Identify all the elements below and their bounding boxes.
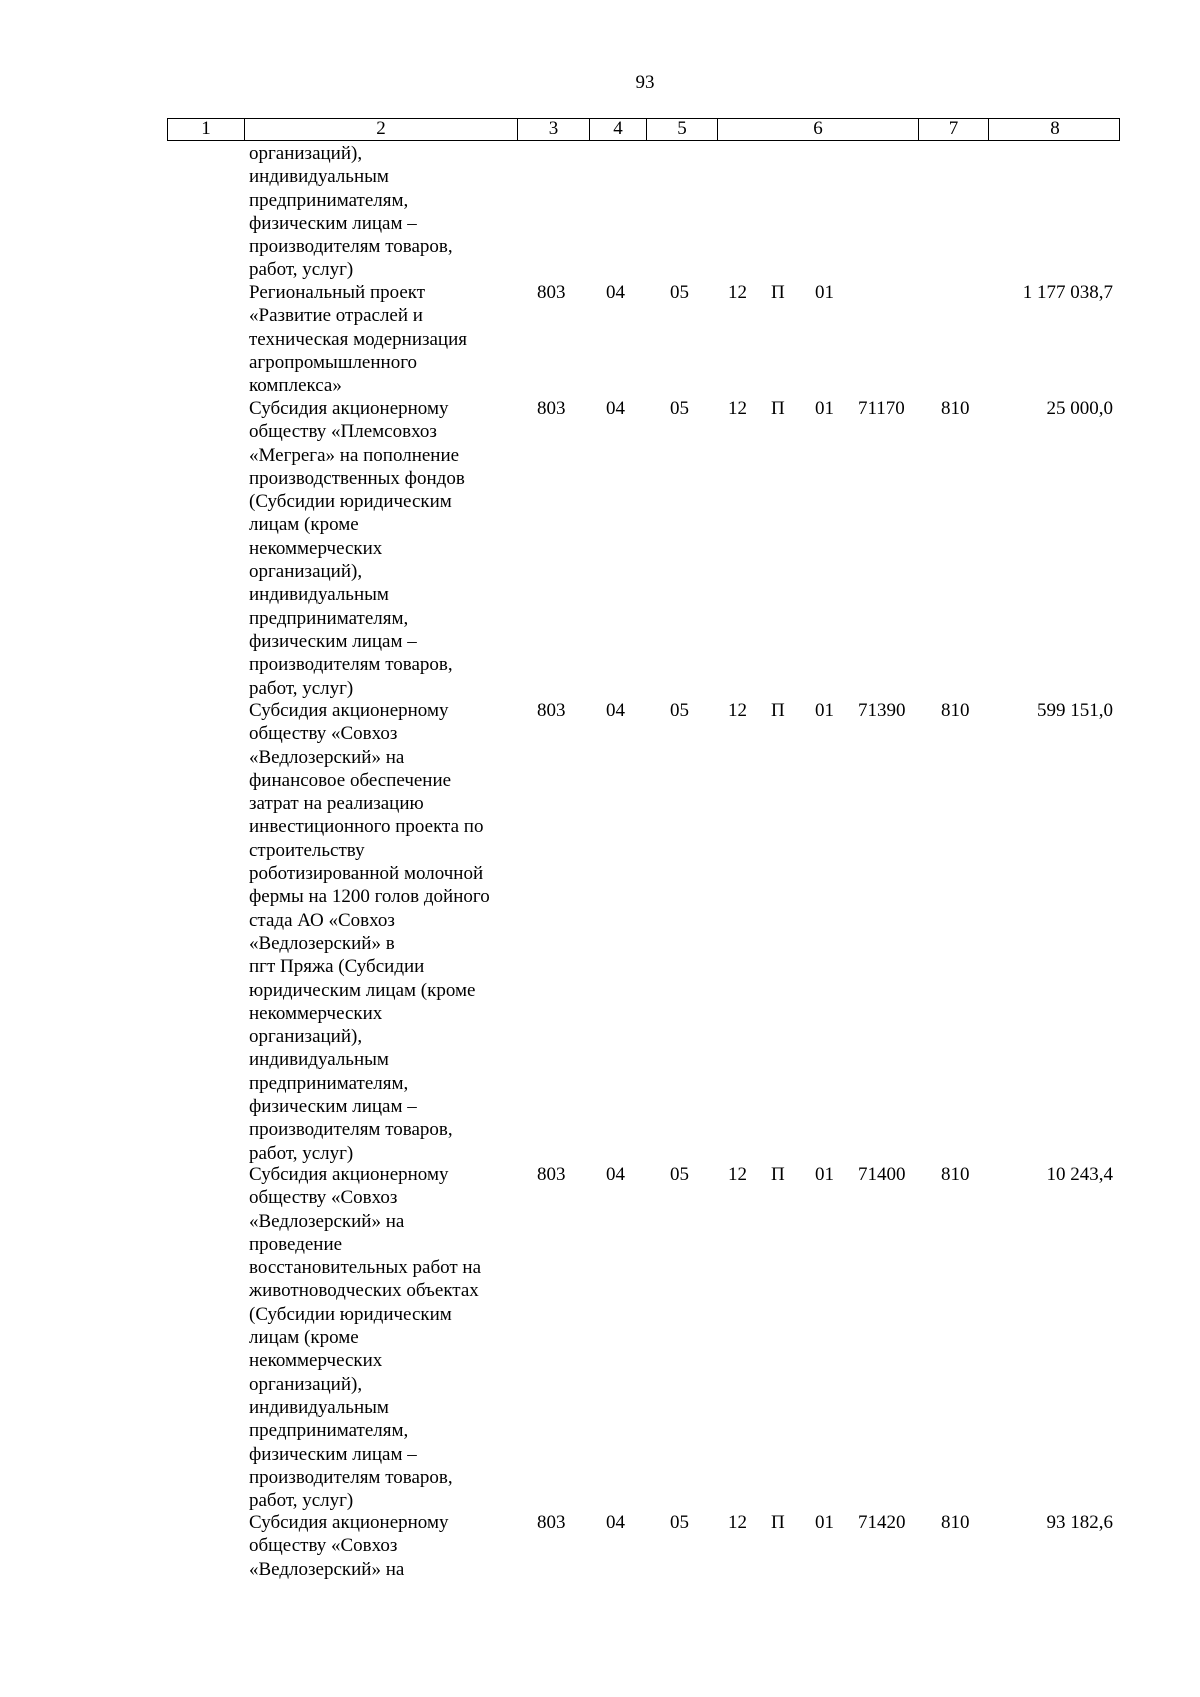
header-col-2: 2 <box>245 119 518 140</box>
row-description: организаций), индивидуальным предпринимателям, физическим лицам – производителям товаров, работ, услуг) <box>249 143 453 281</box>
cell-col-5: 05 <box>670 700 689 721</box>
cell-col-4: 04 <box>606 398 625 419</box>
cell-col-6-code: 71420 <box>858 1512 906 1533</box>
cell-col-8-amount: 25 000,0 <box>1046 398 1113 419</box>
cell-col-3: 803 <box>537 282 566 303</box>
cell-col-6-code: 71390 <box>858 700 906 721</box>
cell-col-8-amount: 93 182,6 <box>1046 1512 1113 1533</box>
cell-col-8-amount: 10 243,4 <box>1046 1164 1113 1185</box>
row-description: Субсидия акционерному обществу «Совхоз «Ведлозерский» на <box>249 1512 449 1580</box>
row-description: Субсидия акционерному обществу «Совхоз «Ведлозерский» на финансовое обеспечение затрат на реализацию инвестиционного проекта по строительству роботизированной молочной фермы на 1200 голов дойного стада АО «Совхоз «Ведлозерский» в пгт Пряжа (Субсидии юридическим лицам (кроме некоммерческих организаций), индивидуальным предпринимателям, физическим лицам – производителям товаров, работ, услуг) <box>249 700 490 1164</box>
cell-col-6-project: 01 <box>815 398 834 419</box>
header-col-5: 5 <box>647 119 718 140</box>
cell-col-6-letter: П <box>771 700 785 721</box>
cell-col-7: 810 <box>941 398 970 419</box>
row-description: Региональный проект «Развитие отраслей и техническая модернизация агропромышленного комплекса» <box>249 282 468 397</box>
cell-col-5: 05 <box>670 1164 689 1185</box>
cell-col-3: 803 <box>537 700 566 721</box>
header-col-4: 4 <box>590 119 647 140</box>
cell-col-6-letter: П <box>771 398 785 419</box>
header-col-6: 6 <box>718 119 919 140</box>
header-col-7: 7 <box>919 119 989 140</box>
row-description: Субсидия акционерному обществу «Совхоз «Ведлозерский» на проведение восстановительных работ на животноводческих объектах (Субсидии юридическим лицам (кроме некоммерческих организаций), индивидуальным предпринимателям, физическим лицам – производителям товаров, работ, услуг) <box>249 1164 482 1512</box>
header-col-8: 8 <box>1050 118 1060 139</box>
row-description: Субсидия акционерному обществу «Племсовхоз «Мегрега» на пополнение производственных фондов (Субсидии юридическим лицам (кроме некоммерческих организаций), индивидуальным предпринимателям, физическим лицам – производителям товаров, работ, услуг) <box>249 398 465 699</box>
cell-col-6-project: 01 <box>815 700 834 721</box>
table-header <box>167 118 1120 141</box>
cell-col-7: 810 <box>941 1164 970 1185</box>
cell-col-7: 810 <box>941 1512 970 1533</box>
cell-col-5: 05 <box>670 282 689 303</box>
cell-col-6-program: 12 <box>728 700 747 721</box>
cell-col-6-letter: П <box>771 1164 785 1185</box>
header-col-1: 1 <box>168 119 245 140</box>
cell-col-3: 803 <box>537 398 566 419</box>
cell-col-6-program: 12 <box>728 282 747 303</box>
cell-col-4: 04 <box>606 700 625 721</box>
cell-col-6-letter: П <box>771 282 785 303</box>
cell-col-4: 04 <box>606 1512 625 1533</box>
cell-col-6-code: 71400 <box>858 1164 906 1185</box>
cell-col-6-project: 01 <box>815 282 834 303</box>
cell-col-6-code: 71170 <box>858 398 905 419</box>
cell-col-4: 04 <box>606 282 625 303</box>
page-number: 93 <box>635 72 655 93</box>
header-col-3: 3 <box>518 119 590 140</box>
cell-col-6-program: 12 <box>728 1512 747 1533</box>
cell-col-5: 05 <box>670 1512 689 1533</box>
cell-col-7: 810 <box>941 700 970 721</box>
cell-col-4: 04 <box>606 1164 625 1185</box>
cell-col-3: 803 <box>537 1164 566 1185</box>
cell-col-6-program: 12 <box>728 1164 747 1185</box>
cell-col-8-amount: 599 151,0 <box>1037 700 1113 721</box>
cell-col-6-program: 12 <box>728 398 747 419</box>
cell-col-8-amount: 1 177 038,7 <box>1022 282 1113 303</box>
cell-col-6-letter: П <box>771 1512 785 1533</box>
cell-col-3: 803 <box>537 1512 566 1533</box>
cell-col-6-project: 01 <box>815 1512 834 1533</box>
cell-col-6-project: 01 <box>815 1164 834 1185</box>
cell-col-5: 05 <box>670 398 689 419</box>
